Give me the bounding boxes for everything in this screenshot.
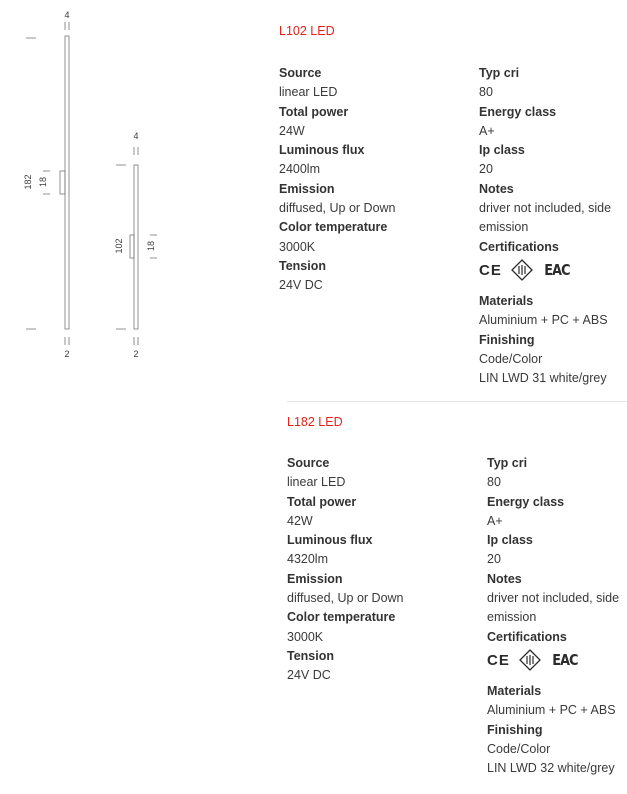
spec-label-tension: Tension: [279, 258, 326, 273]
dim-l102-length: 102: [114, 238, 124, 254]
spec-value-finishing: LIN LWD 31 white/grey: [479, 371, 607, 386]
spec-label-source: Source: [279, 66, 322, 80]
spec-value-typ-cri: 80: [479, 85, 493, 100]
dim-l102-width: 4: [133, 131, 139, 141]
spec-value-tension: 24V DC: [287, 668, 331, 683]
spec-value-finishing-code: Code/Color: [479, 351, 543, 366]
spec-label-ip: Ip class: [487, 533, 533, 548]
spec-label-materials: Materials: [487, 683, 542, 698]
spec-label-notes: Notes: [479, 181, 514, 196]
spec-value-energy: A+: [487, 513, 503, 528]
spec-label-finishing: Finishing: [487, 722, 543, 737]
specs-right-column: [479, 64, 627, 388]
spec-label-color-temp: Color temperature: [287, 610, 396, 625]
certifications-row: [487, 647, 627, 674]
spec-label-typ-cri: Typ cri: [479, 66, 520, 80]
ce-mark-icon: CE: [479, 261, 502, 279]
spec-value-ip: 20: [487, 552, 501, 567]
dim-l182-driver: 18: [38, 176, 48, 188]
spec-label-tension: Tension: [287, 648, 334, 663]
spec-value-source: linear LED: [279, 85, 338, 100]
product-l102: [279, 23, 619, 393]
ce-mark-icon: CE: [487, 651, 510, 669]
product-l182: [287, 414, 627, 789]
spec-value-materials: Aluminium + PC + ABS: [479, 313, 608, 328]
spec-label-typ-cri: Typ cri: [487, 456, 528, 470]
spec-value-energy: A+: [479, 123, 495, 138]
specs-left-column: [287, 454, 437, 686]
spec-value-emission: diffused, Up or Down: [287, 591, 404, 606]
spec-value-tension: 24V DC: [279, 278, 323, 293]
spec-label-color-temp: Color temperature: [279, 220, 388, 235]
spec-value-finishing: LIN LWD 32 white/grey: [487, 761, 615, 776]
spec-label-notes: Notes: [487, 571, 522, 586]
dim-l182-length: 182: [23, 174, 33, 190]
specs-right-column: [487, 454, 627, 778]
specs-left-column: [279, 64, 429, 296]
spec-value-notes: driver not included, side emission: [479, 201, 612, 235]
spec-value-ip: 20: [479, 162, 493, 177]
spec-value-color-temp: 3000K: [287, 629, 324, 644]
spec-value-source: linear LED: [287, 475, 346, 490]
section-divider: [287, 401, 627, 402]
spec-label-source: Source: [287, 456, 330, 470]
fixture-l102-body: [134, 165, 138, 329]
dim-l182-width: 4: [64, 10, 70, 20]
spec-value-typ-cri: 80: [487, 475, 501, 490]
spec-value-emission: diffused, Up or Down: [279, 201, 396, 216]
spec-label-finishing: Finishing: [479, 332, 535, 347]
eac-mark-icon: EAC: [544, 261, 570, 280]
eac-mark-icon: EAC: [552, 651, 578, 670]
spec-value-power: 24W: [279, 123, 305, 138]
spec-label-flux: Luminous flux: [279, 143, 365, 158]
driver-diamond-icon: [511, 259, 533, 281]
spec-value-flux: 4320lm: [287, 552, 328, 567]
spec-value-power: 42W: [287, 513, 313, 528]
technical-drawing: [0, 0, 200, 370]
dim-l182-base: 2: [64, 349, 70, 359]
spec-label-energy: Energy class: [479, 104, 557, 119]
spec-label-energy: Energy class: [487, 494, 565, 509]
product-title: L182 LED: [287, 415, 343, 429]
spec-label-emission: Emission: [279, 181, 335, 196]
dim-l102-driver: 18: [146, 240, 156, 252]
spec-label-power: Total power: [279, 104, 349, 119]
spec-label-flux: Luminous flux: [287, 533, 373, 548]
spec-label-certifications: Certifications: [487, 629, 567, 644]
fixture-l182-body: [65, 36, 69, 329]
spec-label-ip: Ip class: [479, 143, 525, 158]
certifications-row: [479, 257, 627, 284]
spec-label-power: Total power: [287, 494, 357, 509]
spec-label-materials: Materials: [479, 293, 534, 308]
driver-diamond-icon: [519, 649, 541, 671]
fixture-l102-driver: [130, 235, 134, 258]
spec-value-flux: 2400lm: [279, 162, 320, 177]
spec-value-notes: driver not included, side emission: [487, 591, 620, 625]
spec-label-emission: Emission: [287, 571, 343, 586]
spec-label-certifications: Certifications: [479, 239, 559, 254]
fixture-l182-driver: [60, 171, 65, 194]
spec-value-materials: Aluminium + PC + ABS: [487, 703, 616, 718]
dim-l102-base: 2: [133, 349, 139, 359]
spec-value-finishing-code: Code/Color: [487, 741, 551, 756]
product-title: L102 LED: [279, 24, 335, 38]
spec-value-color-temp: 3000K: [279, 239, 316, 254]
